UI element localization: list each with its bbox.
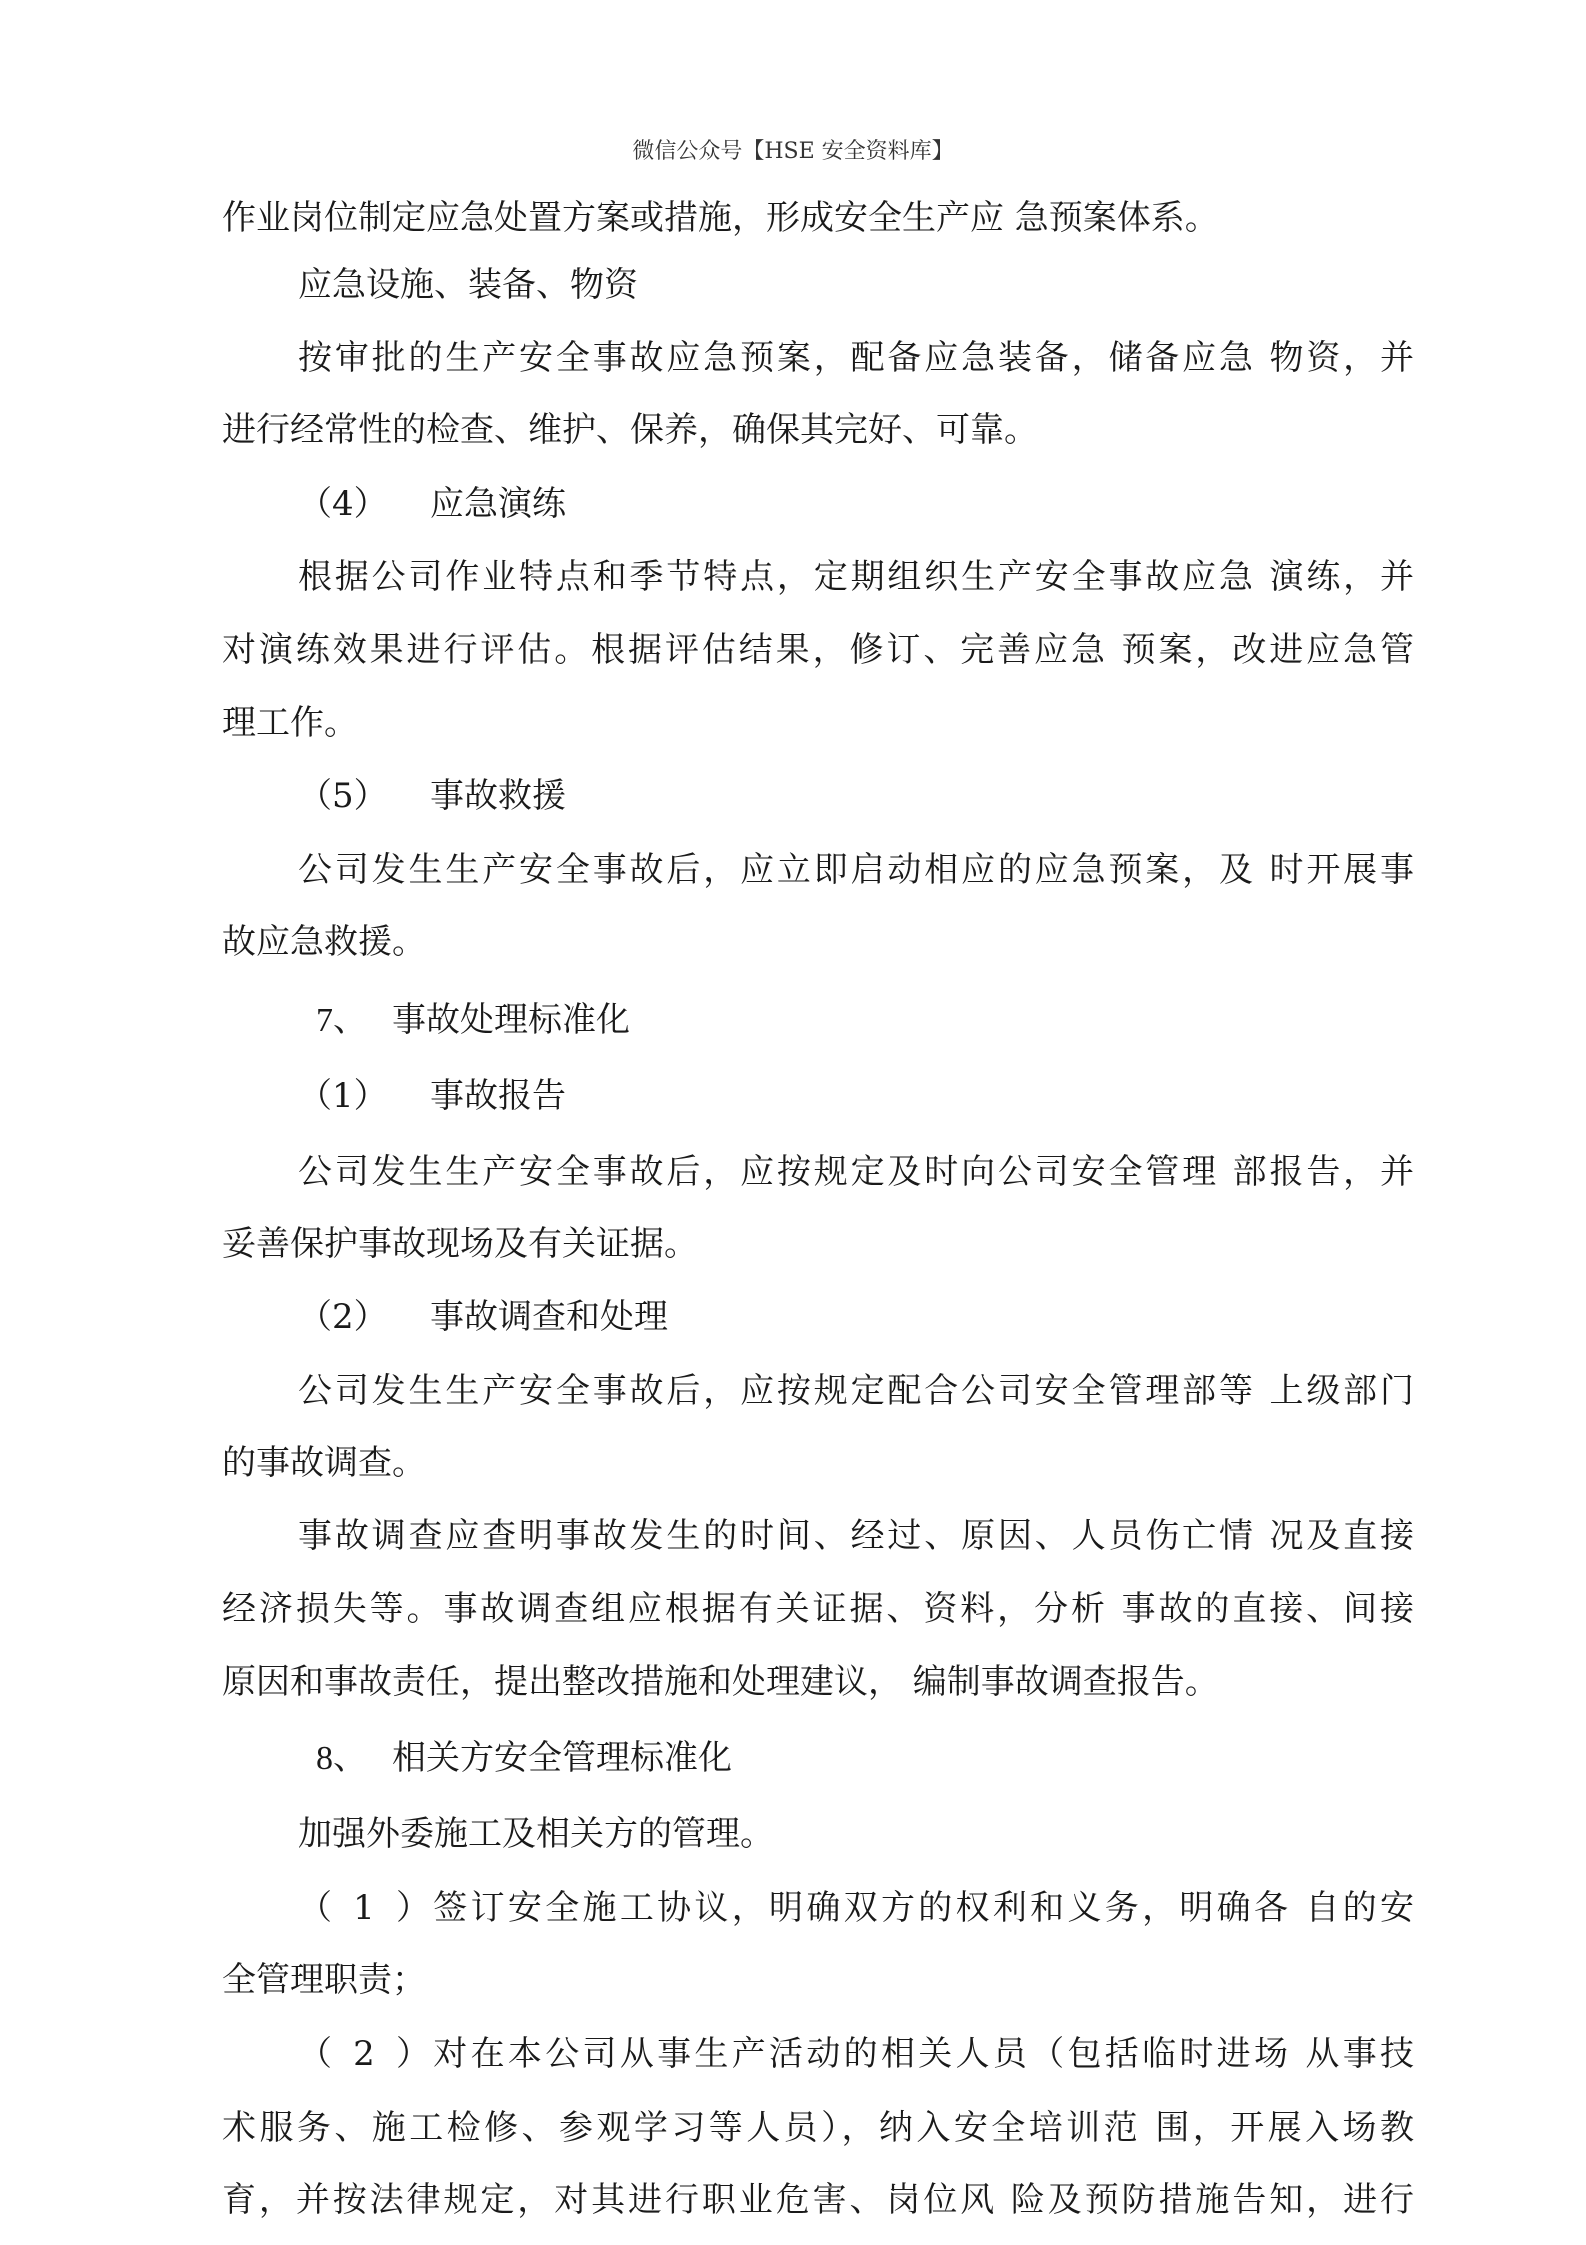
subheading [298, 482, 566, 526]
text-line: 公司发生生产安全事故后，应按规定配合公司安全管理部等 上级部门 [298, 1371, 1414, 1411]
item-title: 事故报告 [430, 1076, 566, 1116]
subheading [298, 774, 566, 818]
item-number: （1） [298, 1076, 388, 1116]
item-text: 对在本公司从事生产活动的相关人员（包括临时进场 从事技 [430, 2034, 1414, 2074]
section-title: 相关方安全管理标准化 [392, 1738, 732, 1778]
item-number: （4） [298, 484, 388, 524]
section-number: 8、 [316, 1740, 367, 1777]
text-line: 公司发生生产安全事故后，应立即启动相应的应急预案，及 时开展事 [298, 850, 1414, 890]
text-line: 作业岗位制定应急处置方案或措施，形成安全生产应 急预案体系。 [222, 198, 1219, 238]
subheading [298, 1295, 668, 1339]
text-line: 的事故调查。 [222, 1443, 426, 1483]
text-line: 加强外委施工及相关方的管理。 [298, 1814, 774, 1854]
text-line: 公司发生生产安全事故后，应按规定及时向公司安全管理 部报告，并 [298, 1152, 1414, 1192]
page-header: 微信公众号【HSE 安全资料库】 [632, 139, 954, 164]
text-line: 原因和事故责任，提出整改措施和处理建议， 编制事故调查报告。 [222, 1662, 1219, 1702]
text-line: 按审批的生产安全事故应急预案，配备应急装备，储备应急 物资，并 [298, 338, 1414, 378]
text-line: 理工作。 [222, 703, 358, 743]
text-line: 经济损失等。事故调查组应根据有关证据、资料，分析 事故的直接、间接 [222, 1589, 1414, 1629]
list-item [298, 2032, 1414, 2076]
subheading: 应急设施、装备、物资 [298, 265, 638, 305]
item-title: 事故调查和处理 [430, 1297, 668, 1337]
item-number: （2） [298, 1297, 388, 1337]
text-line: 育，并按法律规定，对其进行职业危害、岗位风 险及预防措施告知，进行 [222, 2180, 1414, 2220]
text-line: 妥善保护事故现场及有关证据。 [222, 1224, 698, 1264]
item-number: （1） [298, 1888, 430, 1928]
text-line: 事故调查应查明事故发生的时间、经过、原因、人员伤亡情 况及直接 [298, 1516, 1414, 1556]
text-line: 全管理职责； [222, 1960, 426, 2000]
text-line: 故应急救援。 [222, 922, 426, 962]
item-number: （2） [298, 2034, 430, 2074]
item-text: 签订安全施工协议，明确双方的权利和义务，明确各 自的安 [430, 1888, 1414, 1928]
list-item [298, 1886, 1414, 1930]
text-line: 对演练效果进行评估。根据评估结果，修订、完善应急 预案，改进应急管 [222, 630, 1414, 670]
item-number: （5） [298, 776, 388, 816]
section-heading [316, 1736, 732, 1781]
text-line: 进行经常性的检查、维护、保养，确保其完好、可靠。 [222, 410, 1038, 450]
subheading [298, 1074, 566, 1118]
item-title: 应急演练 [430, 484, 566, 524]
text-line: 术服务、施工检修、参观学习等人员），纳入安全培训范 围，开展入场教 [222, 2108, 1414, 2148]
text-line: 根据公司作业特点和季节特点，定期组织生产安全事故应急 演练，并 [298, 557, 1414, 597]
item-title: 事故救援 [430, 776, 566, 816]
section-heading [316, 998, 630, 1043]
section-title: 事故处理标准化 [392, 1000, 630, 1040]
section-number: 7、 [316, 1002, 367, 1039]
